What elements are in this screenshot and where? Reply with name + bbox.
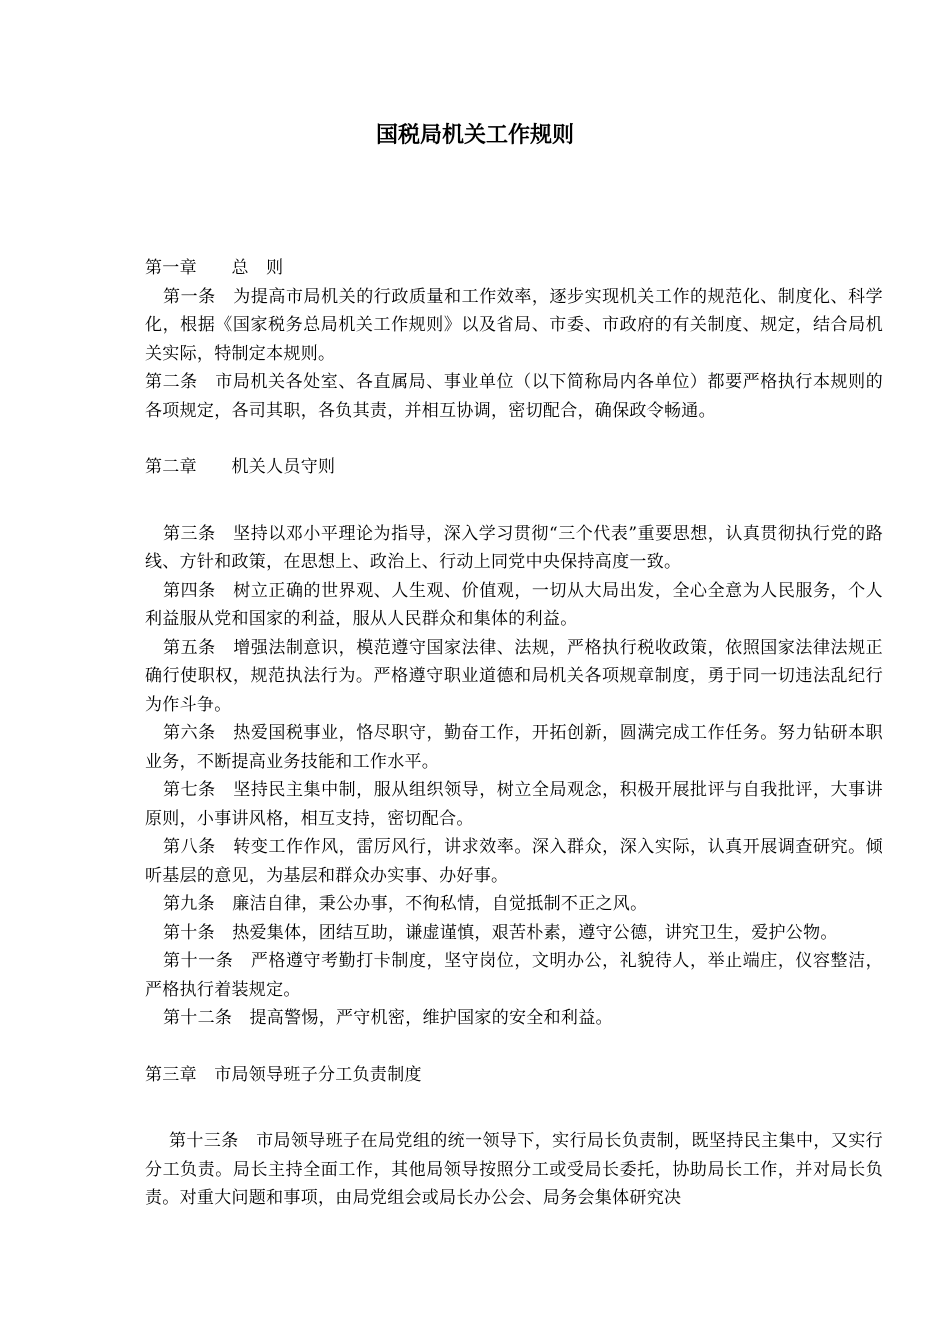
spacer (145, 1033, 883, 1061)
article-6: 第六条 热爱国税事业，恪尽职守，勤奋工作，开拓创新，圆满完成工作任务。努力钻研本职业务，不断提高业务技能和工作水平。 (145, 723, 883, 772)
spacer (145, 482, 883, 520)
article-11: 第十一条 严格遵守考勤打卡制度，坚守岗位，文明办公，礼貌待人，举止端庄，仪容整洁，严格执行着装规定。 (145, 951, 883, 1000)
article-5: 第五条 增强法制意识，模范遵守国家法律、法规，严格执行税收政策，依照国家法律法规正确行使职权，规范执法行为。严格遵守职业道德和局机关各项规章制度，勇于同一切违法乱纪行为作斗争。 (145, 637, 883, 715)
chapter-2-heading: 第二章 机关人员守则 (145, 457, 336, 477)
article-9: 第九条 廉洁自律，秉公办事，不徇私情，自觉抵制不正之风。 (163, 894, 648, 914)
chapter-1-heading: 第一章 总 则 (145, 258, 284, 278)
spacer (145, 1089, 883, 1127)
document-body (145, 254, 883, 1213)
document-title: 国税局机关工作规则 (375, 122, 574, 148)
article-4: 第四条 树立正确的世界观、人生观、价值观，一切从大局出发，全心全意为人民服务，个人利益服从党和国家的利益，服从人民群众和集体的利益。 (145, 580, 883, 629)
article-7: 第七条 坚持民主集中制，服从组织领导，树立全局观念，积极开展批评与自我批评，大事讲原则，小事讲风格，相互支持，密切配合。 (145, 780, 883, 829)
article-8: 第八条 转变工作作风，雷厉风行，讲求效率。深入群众，深入实际，认真开展调查研究。倾听基层的意见，为基层和群众办实事、办好事。 (145, 837, 883, 886)
article-13: 第十三条 市局领导班子在局党组的统一领导下，实行局长负责制，既坚持民主集中，又实行分工负责。局长主持全面工作，其他局领导按照分工或受局长委托，协助局长工作，并对局长负责。对重大问题和事项，由局党组会或局长办公会、局务会集体研究决 (145, 1131, 883, 1208)
article-3: 第三条 坚持以邓小平理论为指导，深入学习贯彻“三个代表”重要思想，认真贯彻执行党的路线、方针和政策，在思想上、政治上、行动上同党中央保持高度一致。 (145, 523, 883, 572)
chapter-3-heading: 第三章 市局领导班子分工负责制度 (145, 1064, 422, 1085)
article-12: 第十二条 提高警惕，严守机密，维护国家的安全和利益。 (163, 1008, 613, 1028)
spacer (145, 425, 883, 453)
article-10: 第十条 热爱集体，团结互助，谦虚谨慎，艰苦朴素，遵守公德，讲究卫生，爱护公物。 (163, 922, 838, 943)
article-1: 第一条 为提高市局机关的行政质量和工作效率，逐步实现机关工作的规范化、制度化、科学化，根据《国家税务总局机关工作规则》以及省局、市委、市政府的有关制度、规定，结合局机关实际，特制定本规则。 (145, 286, 883, 364)
article-2: 第二条 市局机关各处室、各直属局、事业单位（以下简称局内各单位）都要严格执行本规则的各项规定，各司其职，各负其责，并相互协调，密切配合，确保政令畅通。 (145, 372, 883, 421)
